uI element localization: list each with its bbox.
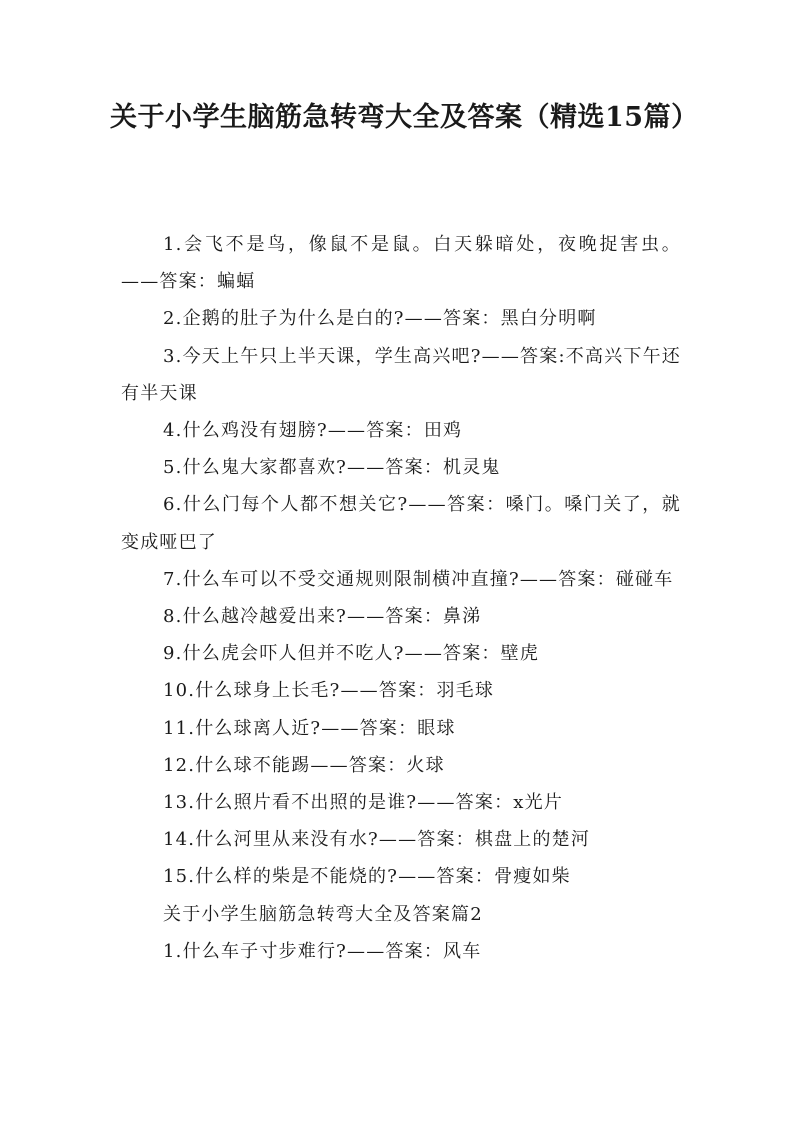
document-body xyxy=(121,226,681,970)
paragraph: 5.什么鬼大家都喜欢?——答案：机灵鬼 xyxy=(163,457,501,479)
paragraph: 15.什么样的柴是不能烧的?——答案：骨瘦如柴 xyxy=(163,866,571,888)
paragraph: 12.什么球不能踢——答案：火球 xyxy=(163,754,445,776)
paragraph: 11.什么球离人近?——答案：眼球 xyxy=(163,717,456,739)
paragraph: 1.什么车子寸步难行?——答案：风车 xyxy=(163,940,482,962)
paragraph: 6.什么门每个人都不想关它?——答案：嗓门。嗓门关了，就变成哑巴了 xyxy=(121,494,681,553)
paragraph: 14.什么河里从来没有水?——答案：棋盘上的楚河 xyxy=(163,829,591,851)
paragraph: 7.什么车可以不受交通规则限制横冲直撞?——答案：碰碰车 xyxy=(163,568,674,590)
paragraph: 3.今天上午只上半天课，学生高兴吧?——答案:不高兴下午还有半天课 xyxy=(121,345,681,404)
paragraph: 1.会飞不是鸟，像鼠不是鼠。白天躲暗处，夜晚捉害虫。——答案：蝙蝠 xyxy=(121,234,681,293)
paragraph: 9.什么虎会吓人但并不吃人?——答案：壁虎 xyxy=(163,643,540,665)
section-heading: 关于小学生脑筋急转弯大全及答案篇2 xyxy=(163,903,483,925)
paragraph: 13.什么照片看不出照的是谁?——答案：x光片 xyxy=(163,792,564,814)
document-title: 关于小学生脑筋急转弯大全及答案（精选15篇） xyxy=(110,102,699,133)
paragraph: 2.企鹅的肚子为什么是白的?——答案：黑白分明啊 xyxy=(163,308,597,330)
paragraph: 8.什么越冷越爱出来?——答案：鼻涕 xyxy=(163,606,482,628)
paragraph: 4.什么鸡没有翅膀?——答案：田鸡 xyxy=(163,420,463,442)
paragraph: 10.什么球身上长毛?——答案：羽毛球 xyxy=(163,680,495,702)
